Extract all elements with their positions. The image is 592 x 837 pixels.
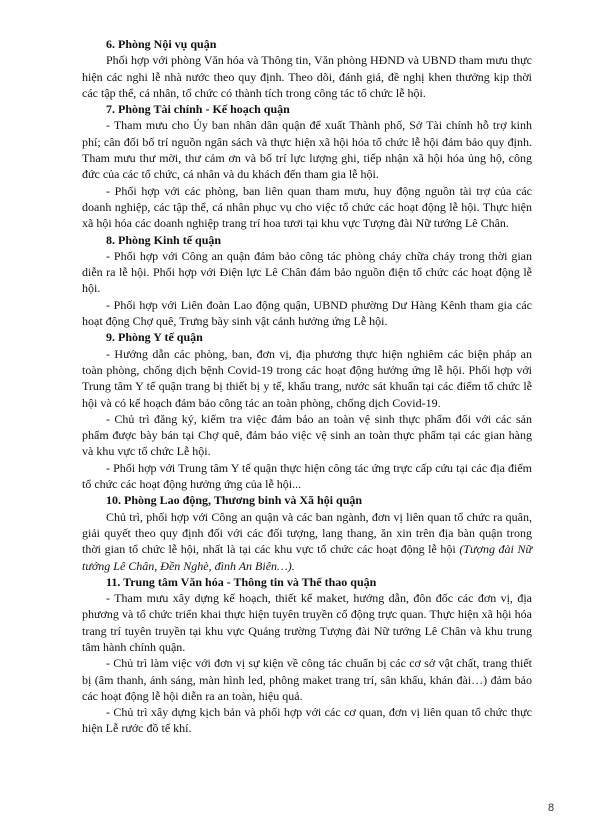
- italic-note: (Tượng đài Nữ tướng Lê Chân, Đền Nghè, đình An Biên…).: [82, 542, 532, 573]
- paragraph: - Chủ trì đăng ký, kiểm tra việc đảm bảo an toàn vệ sinh thực phẩm đối với các sản phẩm được bày bán tại Chợ quê, đảm bảo việc vệ sinh an toàn thực phẩm tại các gian hàng và khu vực tổ chức Lễ hội.: [82, 411, 532, 459]
- page-number: 8: [548, 802, 555, 814]
- paragraph: - Phối hợp với Trung tâm Y tế quận thực hiện công tác ứng trực cấp cứu tại các địa điểm tổ chức các hoạt động hưởng ứng của lễ hội...: [82, 460, 532, 492]
- section-heading: 6. Phòng Nội vụ quận: [106, 37, 217, 51]
- paragraph: - Tham mưu cho Ủy ban nhân dân quận để xuất Thành phố, Sở Tài chính hỗ trợ kinh phí; cân đối bố trí nguồn ngân sách và thực hiện xã hội hóa tổ chức lễ hội đảm bảo quy định. Tham mưu thư mời, thư cảm ơn và bố trí lực lượng ghi, tiếp nhận xã hội hóa ủng hộ, công đức của các tổ chức, cá nhân và du khách đến tham gia lễ hội.: [82, 118, 532, 182]
- paragraph: - Phối hợp với Công an quận đảm bảo công tác phòng cháy chữa cháy trong thời gian diễn ra lễ hội. Phối hợp với Điện lực Lê Chân đảm bảo nguồn điện tổ chức các hoạt động lễ hội.: [82, 248, 532, 296]
- paragraph: - Phối hợp với Liên đoàn Lao động quận, UBND phường Dư Hàng Kênh tham gia các hoạt động Chợ quê, Trưng bày sinh vật cảnh hưởng ứng Lễ hội.: [82, 297, 532, 329]
- paragraph: - Tham mưu xây dựng kế hoạch, thiết kế maket, hướng dẫn, đôn đốc các đơn vị, địa phương và tổ chức triển khai thực hiện tuyên truyền cổ động trực quan. Thực hiện xã hội hóa trang trí tuyên truyền tại khu vực Quảng trường Tượng đài Nữ tướng Lê Chân và khu trung tâm hành chính quận.: [82, 591, 532, 654]
- paragraph: - Hướng dẫn các phòng, ban, đơn vị, địa phương thực hiện nghiêm các biện pháp an toàn phòng, chống dịch bệnh Covid-19 trong các hoạt động hưởng ứng lễ hội. Phối hợp với Trung tâm Y tế quận trang bị thiết bị y tế, khẩu trang, nước sát khuẩn tại các điểm tổ chức lễ hội và có kế hoạch đảm bảo công tác an toàn phòng, chống dịch Covid-19.: [82, 346, 532, 410]
- section-heading: 10. Phòng Lao động, Thương binh và Xã hội quận: [106, 493, 363, 508]
- document-body: [82, 36, 532, 737]
- paragraph-text: Chủ trì, phối hợp với Công an quận và các ban ngành, đơn vị liên quan tổ chức ra quân, giải quyết theo quy định đối với các đối tượng, lang thang, ăn xin trên địa bàn quận trong thời gian tổ chức lễ hội, nhất là tại các khu vực tổ chức các hoạt động lễ hội: [82, 509, 532, 557]
- paragraph: Phối hợp với phòng Văn hóa và Thông tin, Văn phòng HĐND và UBND tham mưu thực hiện các nghi lễ nhà nước theo quy định. Theo dõi, đánh giá, đề nghị khen thưởng kịp thời các tập thể, cá nhân, tổ chức có thành tích trong công tác tổ chức lễ hội.: [82, 53, 533, 100]
- section-heading: 8. Phòng Kinh tế quận: [106, 232, 222, 247]
- paragraph: - Phối hợp với các phòng, ban liên quan tham mưu, huy động nguồn tài trợ của các doanh nghiệp, các tập thể, cá nhân phục vụ cho việc tổ chức các hoạt động lễ hội. Thực hiện xã hội hóa các doanh nghiệp trang trí hoa tươi tại khu vực Tượng đài Nữ tướng Lê Chân.: [82, 183, 532, 231]
- paragraph: - Chủ trì làm việc với đơn vị sự kiện về công tác chuẩn bị các cơ sở vật chất, trang thiết bị (âm thanh, ánh sáng, màn hình led, phông maket trang trí, sân khấu, khán đài…) đảm bảo các hoạt động lễ hội diễn ra an toàn, hiệu quả.: [82, 656, 532, 703]
- section-heading: 7. Phòng Tài chính - Kế hoạch quận: [106, 102, 290, 117]
- paragraph: [82, 509, 532, 574]
- section-heading: 9. Phòng Y tế quận: [106, 330, 203, 345]
- section-heading: 11. Trung tâm Văn hóa - Thông tin và Thể thao quận: [106, 574, 377, 589]
- paragraph: - Chủ trì xây dựng kịch bản và phối hợp với các cơ quan, đơn vị liên quan tổ chức thực hiện Lễ rước đồ tế khí.: [82, 705, 532, 736]
